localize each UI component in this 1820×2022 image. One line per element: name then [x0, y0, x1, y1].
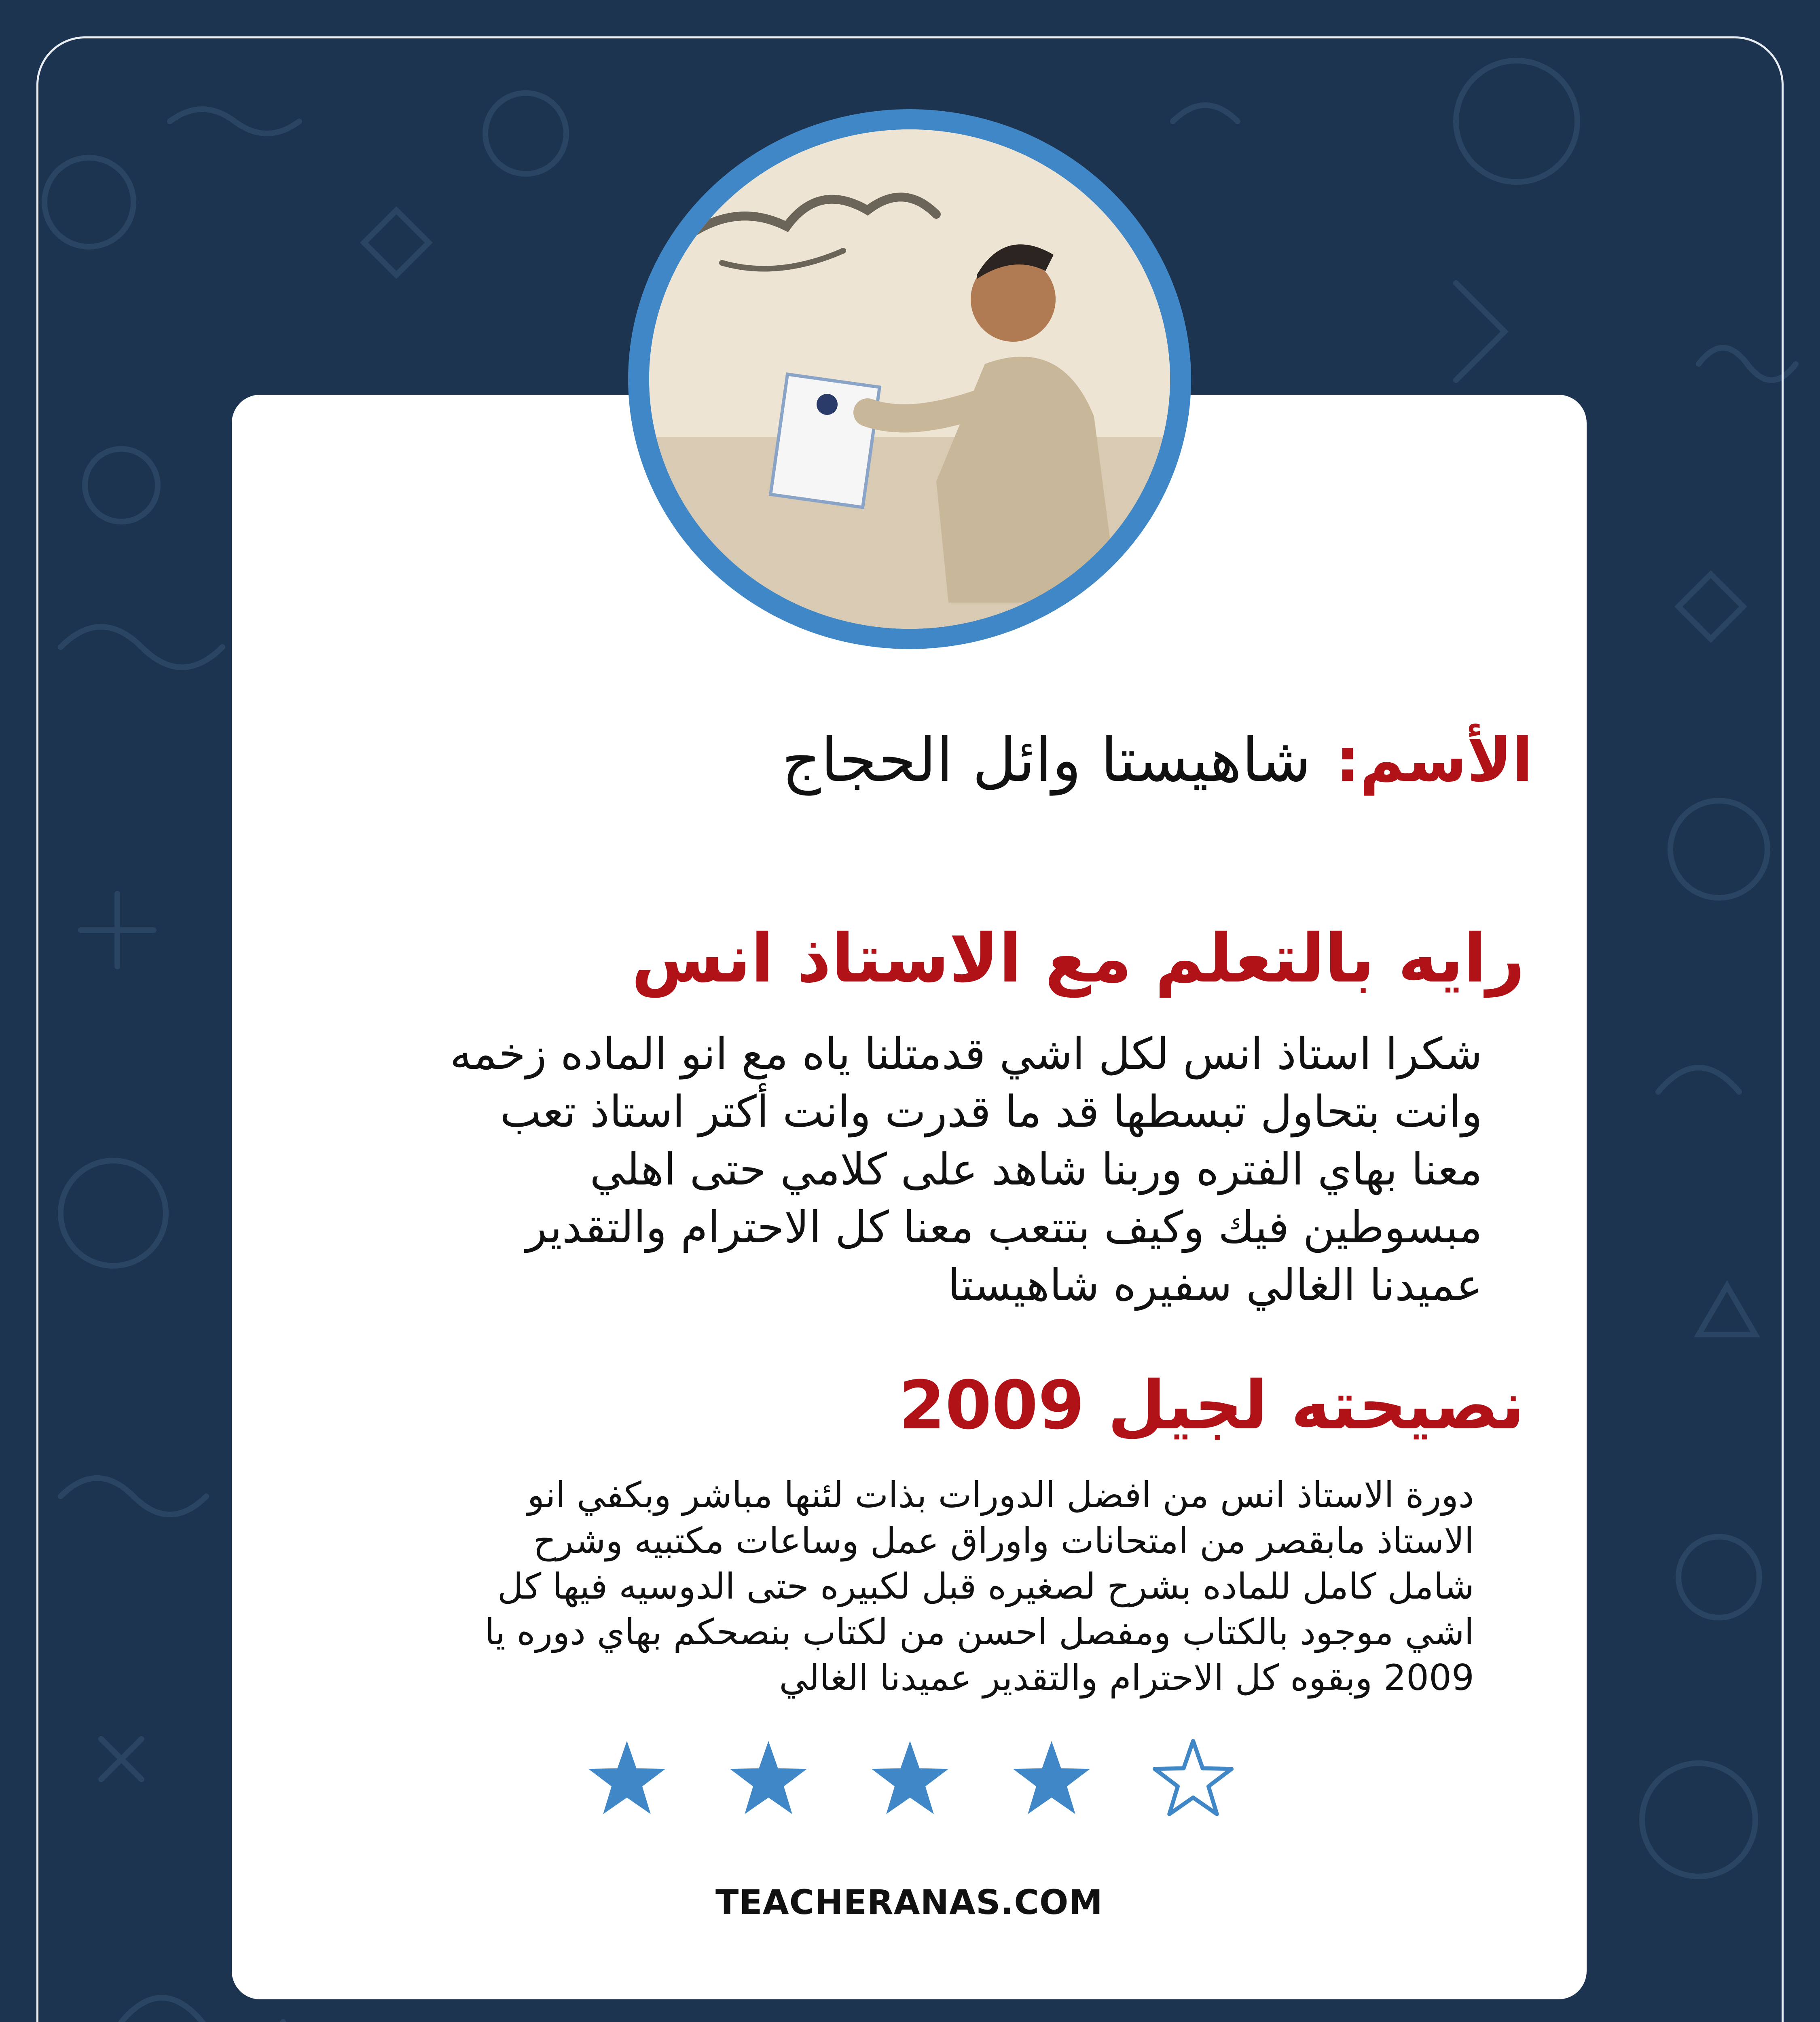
- avatar-photo: [649, 129, 1170, 629]
- opinion-line: معنا بهاي الفتره وربنا شاهد على كلامي حتى اهلي: [590, 1144, 1482, 1195]
- advice-line: الاستاذ مابقصر من امتحانات واوراق عمل وساعات مكتبيه وشرح: [533, 1520, 1474, 1561]
- star-rating: [582, 1735, 1238, 1824]
- name-label: الأسم:: [1335, 725, 1533, 795]
- advice-line: اشي موجود بالكتاب ومفصل احسن من لكتاب بنصحكم بهاي دوره يا: [485, 1611, 1474, 1653]
- star-filled-icon: [724, 1735, 813, 1824]
- star-filled-icon: [866, 1735, 954, 1824]
- advice-text: [317, 1472, 1474, 1701]
- advice-heading: نصيحته لجيل 2009: [899, 1366, 1525, 1444]
- advice-line: دورة الاستاذ انس من افضل الدورات بذات لئنها مباشر وبكفي انو: [527, 1474, 1474, 1516]
- opinion-line: مبسوطين فيك وكيف بتتعب معنا كل الاحترام والتقدير: [526, 1202, 1482, 1253]
- student-name: شاهيستا وائل الحجاج: [781, 725, 1311, 795]
- opinion-line: وانت بتحاول تبسطها قد ما قدرت وانت أكتر استاذ تعب: [500, 1087, 1482, 1137]
- advice-line: 2009 وبقوه كل الاحترام والتقدير عميدنا الغالي: [779, 1657, 1474, 1698]
- star-filled-icon: [582, 1735, 671, 1824]
- opinion-heading: رايه بالتعلم مع الاستاذ انس: [631, 920, 1525, 997]
- opinion-line: عميدنا الغالي سفيره شاهيستا: [948, 1260, 1482, 1311]
- advice-line: شامل كامل للماده بشرح لصغيره قبل لكبيره حتى الدوسيه فيها كل: [497, 1565, 1474, 1607]
- star-filled-icon: [1007, 1735, 1096, 1824]
- name-row: [782, 720, 1533, 801]
- opinion-text: [390, 1025, 1482, 1314]
- website-url: TEACHERANAS.COM: [715, 1882, 1103, 1922]
- star-empty-icon: [1149, 1735, 1238, 1824]
- opinion-line: شكرا استاذ انس لكل اشي قدمتلنا ياه مع انو الماده زخمه: [450, 1029, 1482, 1079]
